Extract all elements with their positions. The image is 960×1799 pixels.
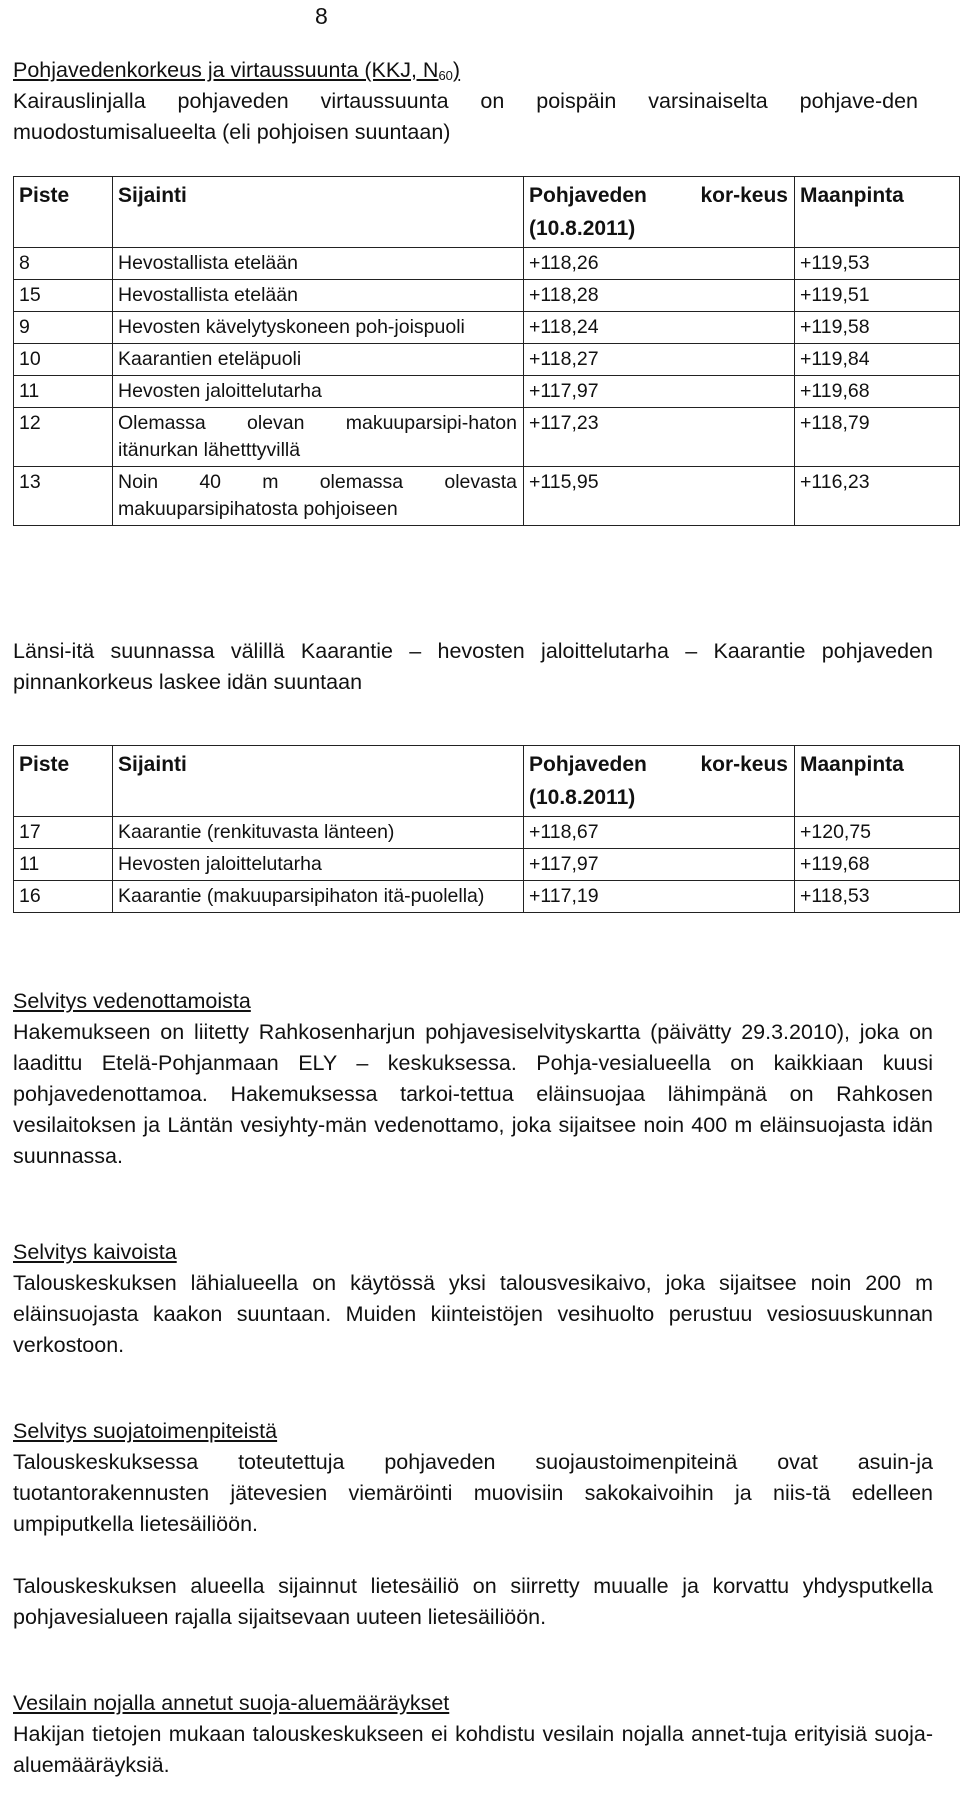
col-header-sijainti: Sijainti	[113, 746, 524, 817]
cell-piste: 12	[14, 408, 113, 467]
cell-maanpinta: +119,68	[795, 849, 960, 881]
heading-text-end: )	[452, 58, 461, 82]
cell-sijainti: Hevosten kävelytyskoneen poh-joispuoli	[113, 312, 524, 344]
section-text: Hakijan tietojen mukaan talouskeskukseen ei kohdistu vesilain nojalla annet-tuja erityisiä suoja-aluemääräyksiä.	[13, 1722, 933, 1777]
groundwater-table-2	[13, 745, 960, 913]
section-text-2: Talouskeskuksen alueella sijainnut lietesäiliö on siirretty muualle ja korvattu yhdysputkella pohjavesialueen rajalla sijaitsevaan uuteen lietesäiliöön.	[13, 1574, 933, 1629]
cell-sijainti: Hevosten jaloittelutarha	[113, 849, 524, 881]
cell-piste: 16	[14, 881, 113, 913]
cell-maanpinta: +119,53	[795, 248, 960, 280]
section-text: Talouskeskuksen lähialueella on käytössä yksi talousvesikaivo, joka sijaitsee noin 200 m eläinsuojasta kaakon suuntaan. Muiden kiinteistöjen vesihuolto perustuu vesiosuuskunnan verkostoon.	[13, 1271, 933, 1357]
heading-text: Pohjavedenkorkeus ja virtaussuunta (KKJ, N	[13, 58, 439, 82]
section-wells	[13, 1237, 933, 1361]
section-water-act-orders	[13, 1688, 933, 1781]
table-row	[14, 344, 960, 376]
cell-sijainti: Hevosten jaloittelutarha	[113, 376, 524, 408]
table-row	[14, 881, 960, 913]
table-row	[14, 248, 960, 280]
heading-subscript: 60	[438, 68, 453, 83]
cell-sijainti: Kaarantie (renkituvasta länteen)	[113, 817, 524, 849]
table-row	[14, 817, 960, 849]
cell-korkeus: +117,97	[524, 849, 795, 881]
cell-piste: 10	[14, 344, 113, 376]
cell-korkeus: +118,24	[524, 312, 795, 344]
cell-piste: 11	[14, 376, 113, 408]
page-number: 8	[315, 3, 328, 29]
cell-korkeus: +118,27	[524, 344, 795, 376]
section-heading: Selvitys suojatoimenpiteistä	[13, 1419, 278, 1443]
cell-korkeus: +118,26	[524, 248, 795, 280]
cell-maanpinta: +119,58	[795, 312, 960, 344]
cell-maanpinta: +120,75	[795, 817, 960, 849]
section-intro: Kairauslinjalla pohjaveden virtaussuunta on poispäin varsinaiselta pohjave-den muodostumisalueelta (eli pohjoisen suuntaan)	[13, 89, 918, 144]
cell-piste: 17	[14, 817, 113, 849]
cell-piste: 8	[14, 248, 113, 280]
cell-korkeus: +115,95	[524, 467, 795, 526]
cell-korkeus: +117,19	[524, 881, 795, 913]
table-header-row	[14, 177, 960, 248]
groundwater-table-1	[13, 176, 960, 526]
col-header-piste: Piste	[14, 746, 113, 817]
cell-piste: 9	[14, 312, 113, 344]
cell-korkeus: +118,67	[524, 817, 795, 849]
section-text: Talouskeskuksessa toteutettuja pohjaveden suojaustoimenpiteinä ovat asuin-ja tuotantorakennusten jätevesien viemäröinti muovisiin sakokaivoihin ja niis-tä edelleen umpiputkella lietesäiliöön.	[13, 1450, 933, 1536]
table-header-row	[14, 746, 960, 817]
cell-maanpinta: +118,79	[795, 408, 960, 467]
cell-korkeus: +117,97	[524, 376, 795, 408]
table-row	[14, 408, 960, 467]
section-east-west: Länsi-itä suunnassa välillä Kaarantie – hevosten jaloittelutarha – Kaarantie pohjaveden pinnankorkeus laskee idän suuntaan	[13, 639, 933, 694]
col-header-sijainti: Sijainti	[113, 177, 524, 248]
cell-maanpinta: +116,23	[795, 467, 960, 526]
cell-sijainti: Noin 40 m olemassa olevasta makuuparsipihatosta pohjoiseen	[113, 467, 524, 526]
section-text: Hakemukseen on liitetty Rahkosenharjun pohjavesiselvityskartta (päivätty 29.3.2010), joka on laadittu Etelä-Pohjanmaan ELY – keskuksessa. Pohja-vesialueella on kaikkiaan kuusi pohjavedenottamoa. Hakemuksessa tarkoi-tettua eläinsuojaa lähimpänä on Rahkosen vesilaitoksen ja Läntän vesiyhty-män vedenottamo, joka sijaitsee noin 400 m eläinsuojasta idän suunnassa.	[13, 1020, 933, 1168]
col-header-korkeus: Pohjaveden kor-keus (10.8.2011)	[524, 746, 795, 817]
cell-korkeus: +117,23	[524, 408, 795, 467]
cell-maanpinta: +119,68	[795, 376, 960, 408]
section-heading	[13, 55, 933, 86]
cell-maanpinta: +119,51	[795, 280, 960, 312]
section-protection-measures	[13, 1416, 933, 1633]
cell-sijainti: Hevostallista etelään	[113, 248, 524, 280]
col-header-maanpinta: Maanpinta	[795, 177, 960, 248]
cell-korkeus: +118,28	[524, 280, 795, 312]
section-heading: Selvitys vedenottamoista	[13, 989, 251, 1013]
cell-piste: 11	[14, 849, 113, 881]
cell-piste: 13	[14, 467, 113, 526]
section-heading: Selvitys kaivoista	[13, 1240, 177, 1264]
table-row	[14, 849, 960, 881]
cell-maanpinta: +118,53	[795, 881, 960, 913]
col-header-maanpinta: Maanpinta	[795, 746, 960, 817]
table-row	[14, 467, 960, 526]
table-row	[14, 376, 960, 408]
cell-piste: 15	[14, 280, 113, 312]
cell-maanpinta: +119,84	[795, 344, 960, 376]
table-row	[14, 312, 960, 344]
table-row	[14, 280, 960, 312]
section-water-intakes	[13, 986, 933, 1172]
col-header-piste: Piste	[14, 177, 113, 248]
cell-sijainti: Olemassa olevan makuuparsipi-haton itänurkan lähetttyvillä	[113, 408, 524, 467]
cell-sijainti: Kaarantien eteläpuoli	[113, 344, 524, 376]
cell-sijainti: Hevostallista etelään	[113, 280, 524, 312]
section-groundwater-level	[13, 55, 933, 148]
section-heading: Vesilain nojalla annetut suoja-aluemääräykset	[13, 1691, 450, 1715]
cell-sijainti: Kaarantie (makuuparsipihaton itä-puolella)	[113, 881, 524, 913]
col-header-korkeus: Pohjaveden kor-keus (10.8.2011)	[524, 177, 795, 248]
